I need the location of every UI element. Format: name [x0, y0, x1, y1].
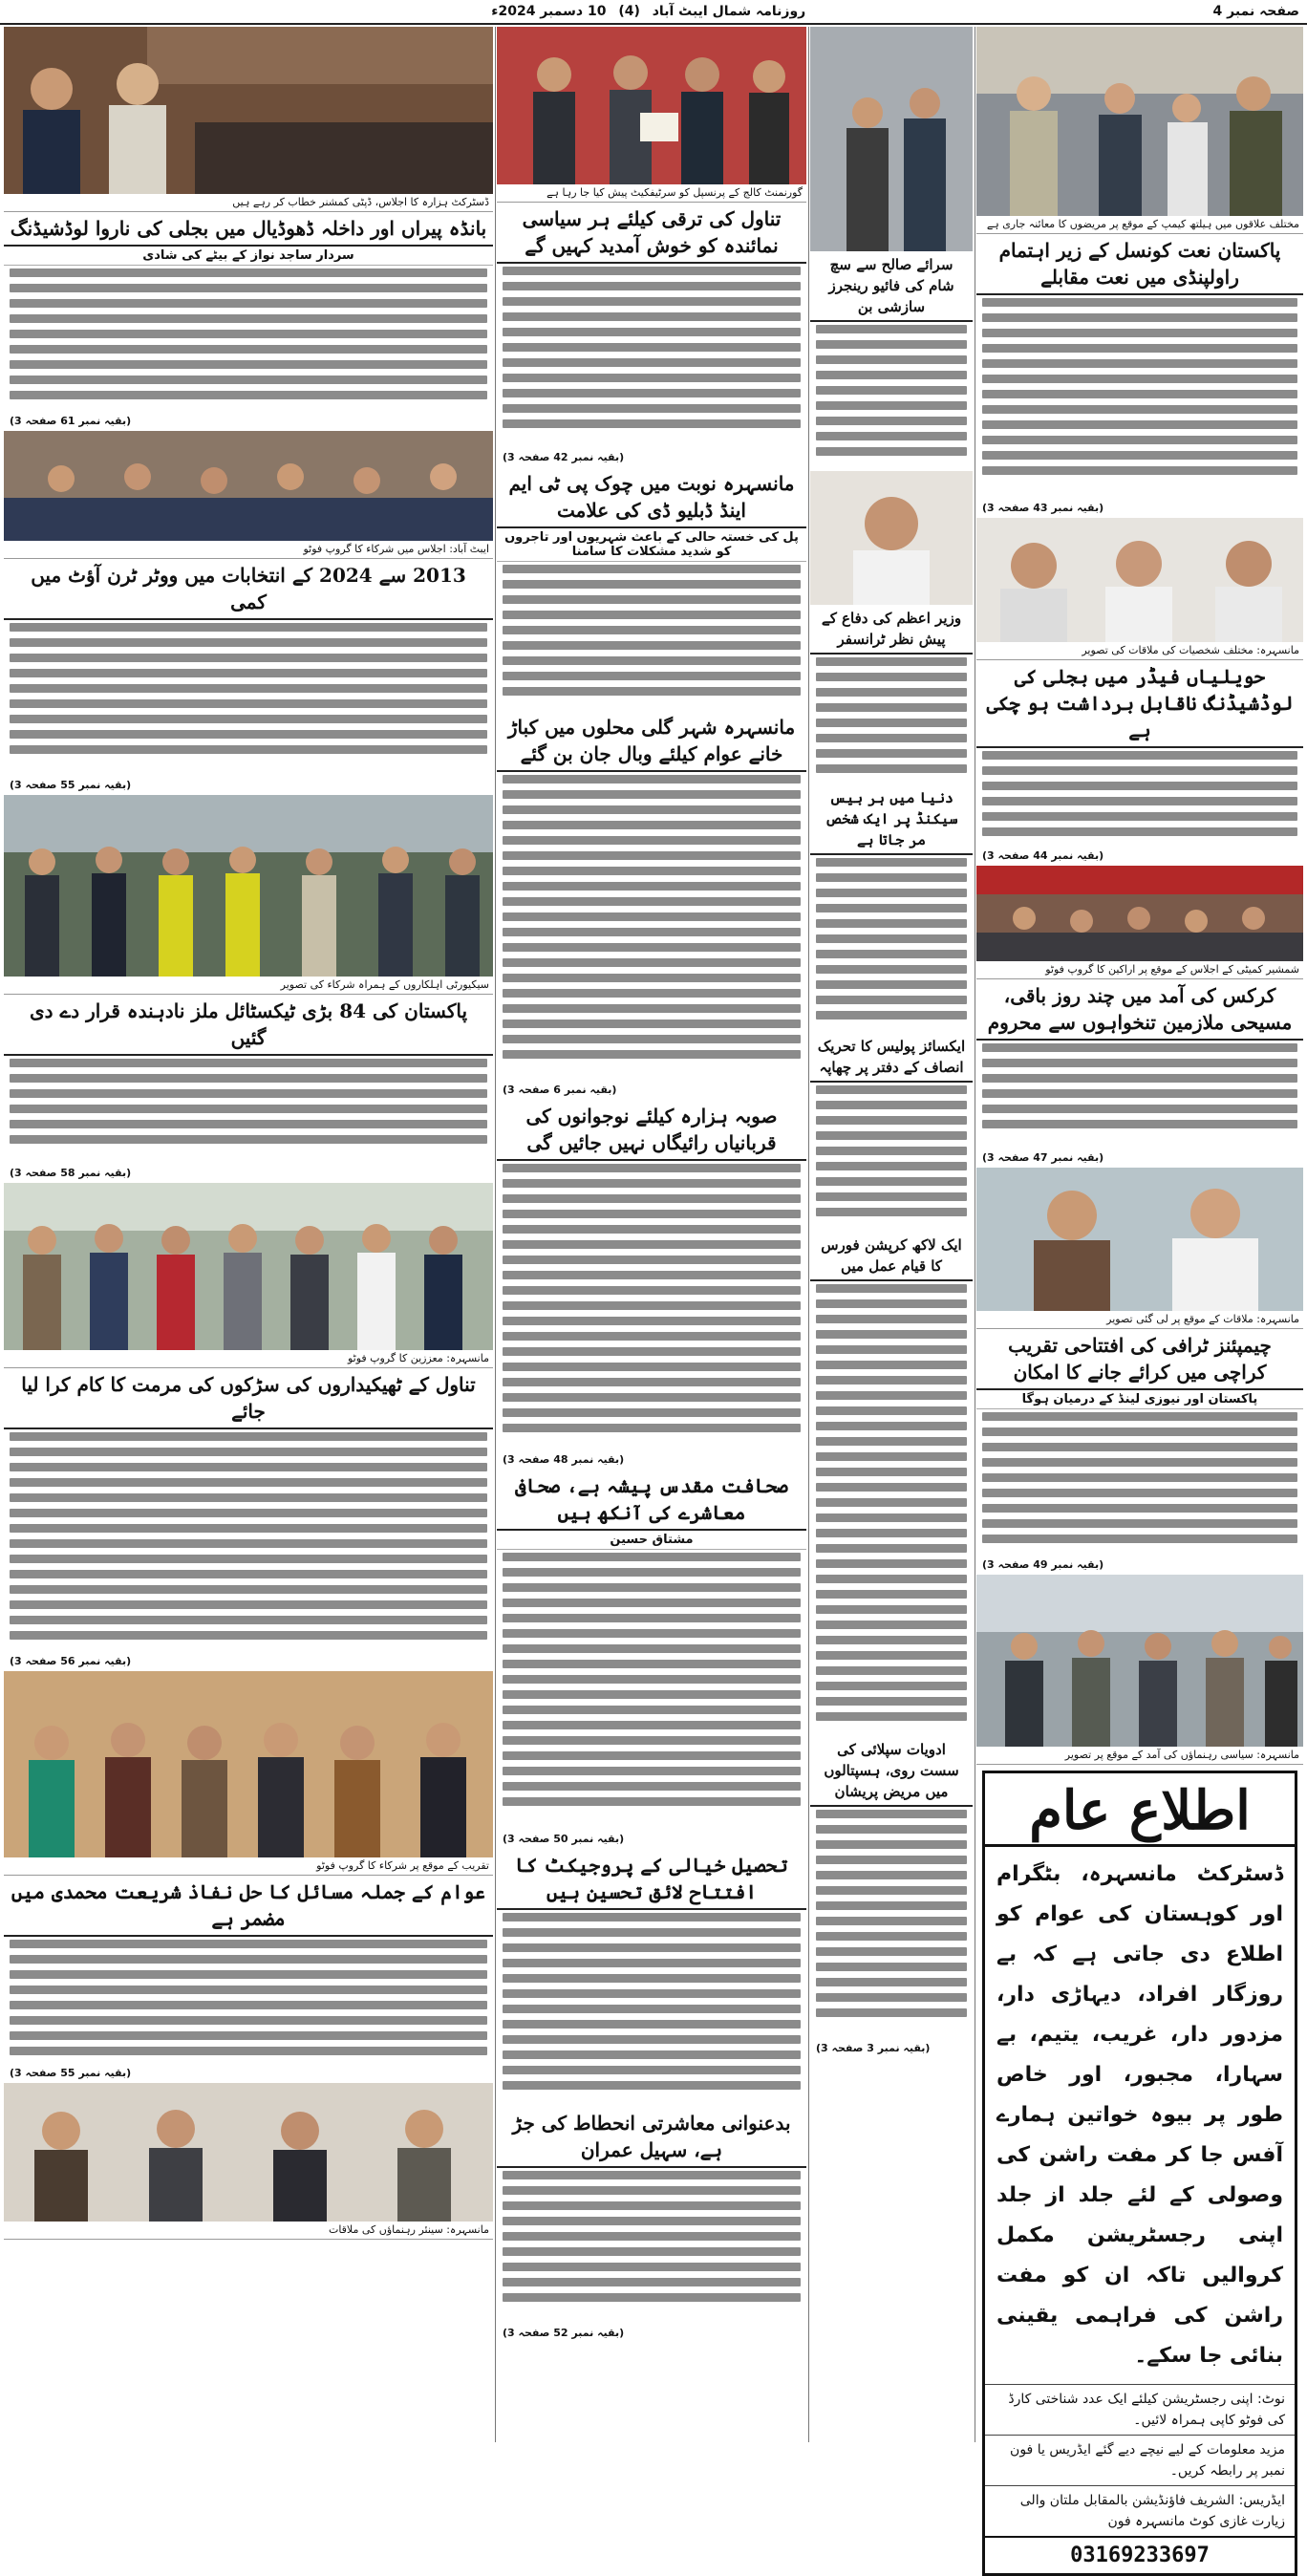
article-body [497, 2168, 806, 2327]
column-2 [810, 27, 973, 2442]
ad-address: ایڈریس: الشریف فاؤنڈیشن بالمقابل ملتان والی زیارت غازی کوٹ مانسہرہ فون [985, 2485, 1295, 2536]
photo-meeting [976, 1168, 1303, 1311]
page-number: (4) [618, 4, 640, 19]
continued-marker: (بقیہ نمبر 6 صفحہ 3) [503, 1084, 617, 1096]
headline-naat-council: پاکستان نعت کونسل کے زیر اہتمام راولپنڈی میں نعت مقابلے [976, 234, 1303, 295]
photo-caption: گورنمنٹ کالج کے پرنسپل کو سرٹیفکیٹ پیش کیا جا رہا ہے [497, 184, 806, 203]
continued-marker: (بقیہ نمبر 52 صفحہ 3) [503, 2327, 625, 2339]
column-3 [497, 27, 806, 2442]
continued-marker: (بقیہ نمبر 55 صفحہ 3) [10, 2067, 132, 2079]
photo-caption: مانسہرہ: معززین کا گروپ فوٹو [4, 1350, 493, 1368]
headline-christmas-salaries: کرکس کی آمد میں چند روز باقی، مسیحی ملازمین تنخواہوں سے محروم [976, 979, 1303, 1041]
ad-body: ڈسٹرکٹ مانسہرہ، بٹگرام اور کوہستان کی عوام کو اطلاع دی جاتی ہے کہ بے روزگار افراد، دیہاڑی دار، مزدور دار، غریب، یتیم، بے سہارا، مجبور، اور خاص طور پر بیوہ خواتین ہمارے آفس جا کر مفت راشن کی وصولی کے لئے جلد از جلد اپنی رجسٹریشن مکمل کروالیں تاکہ ان کو مفت راشن کی فراہمی یقینی بنائی جا سکے۔ [996, 1862, 1283, 2368]
photo-caption: ایبٹ آباد: اجلاس میں شرکاء کا گروپ فوٹو [4, 541, 493, 559]
headline-col2-1: سرائے صالح سے سچ شام کی فائیو رینجرز سازشی بن [810, 251, 973, 322]
photo-caption: تقریب کے موقع پر شرکاء کا گروپ فوٹو [4, 1857, 493, 1876]
article-body [810, 855, 973, 1033]
issue-date: 10 دسمبر 2024ء [491, 4, 607, 19]
subheadline: پاکستان اور نیوزی لینڈ کے درمیان ہوگا [976, 1390, 1303, 1409]
photo-event [810, 27, 973, 251]
photo-group-meeting [4, 431, 493, 541]
photo-caption: مختلف علاقوں میں ہیلتھ کیمپ کے موقع پر مریضوں کا معائنہ جاری ہے [976, 216, 1303, 234]
continued-marker: (بقیہ نمبر 47 صفحہ 3) [982, 1151, 1104, 1164]
headline-road-repair: تناول کے ٹھیکیداروں کی سڑکوں کی مرمت کا کام کرا لیا جائے [4, 1368, 493, 1429]
masthead [0, 0, 1307, 25]
article-body [976, 295, 1303, 502]
photo-seniors [4, 2083, 493, 2222]
photo-portraits [976, 518, 1303, 642]
photo-hall-meeting [4, 27, 493, 194]
article-body [976, 1409, 1303, 1558]
continued-marker: (بقیہ نمبر 50 صفحہ 3) [503, 1833, 625, 1845]
continued-marker: (بقیہ نمبر 48 صفحہ 3) [503, 1453, 625, 1466]
headline-col2-6: ادویات سپلائی کی سست روی، ہسپتالوں میں مریض پریشان [810, 1736, 973, 1807]
headline-champions-trophy: چیمپئنز ٹرافی کی افتتاحی تقریب کراچی میں کرائے جانے کا امکان [976, 1329, 1303, 1390]
photo-health-camp [976, 27, 1303, 216]
headline-hazara-province: صوبہ ہزارہ کیلئے نوجوانوں کی قربانیاں رائیگاں نہیں جائیں گی [497, 1100, 806, 1161]
photo-caption: مانسہرہ: سینئر رہنماؤں کی ملاقات [4, 2222, 493, 2240]
article-body [810, 1281, 973, 1736]
continued-marker: (بقیہ نمبر 3 صفحہ 3) [816, 2042, 931, 2054]
article-body [497, 562, 806, 711]
continued-marker: (بقیہ نمبر 55 صفحہ 3) [10, 779, 132, 791]
article-body [497, 1161, 806, 1453]
headline-tehsil-project: تحصیل خیالی کے پروجیکٹ کا افتتاح لائق تحسین ہیں [497, 1849, 806, 1910]
headline-voter-turnout: 2013 سے 2024 کے انتخابات میں ووٹر ٹرن آؤٹ میں کمی [4, 559, 493, 620]
article-body [810, 655, 973, 784]
photo-security [4, 795, 493, 977]
article-body [810, 322, 973, 471]
subheadline: پل کی خستہ حالی کے باعث شہریوں اور تاجروں کو شدید مشکلات کا سامنا [497, 528, 806, 562]
headline-mansehra-bridge: مانسہرہ نوبت میں چوک پی ٹی ایم اینڈ ڈبلیو ڈی کی علامت [497, 467, 806, 528]
article-body [976, 1041, 1303, 1151]
subheadline: سردار ساجد نواز کے بیٹے کی شادی [4, 247, 493, 266]
page-label: صفحہ نمبر 4 [1212, 4, 1299, 19]
paper-name: روزنامہ شمال ایبٹ آباد [652, 4, 806, 19]
headline-journalism: صحافت مقدس پیشہ ہے، صحافی معاشرے کی آنکھ ہیں [497, 1470, 806, 1531]
continued-marker: (بقیہ نمبر 56 صفحہ 3) [10, 1655, 132, 1667]
continued-marker: (بقیہ نمبر 58 صفحہ 3) [10, 1167, 132, 1179]
continued-marker: (بقیہ نمبر 49 صفحہ 3) [982, 1558, 1104, 1571]
public-notice-ad [982, 1771, 1297, 2576]
ad-note: نوٹ: اپنی رجسٹریشن کیلئے ایک عدد شناختی کارڈ کی فوٹو کاپی ہمراہ لائیں۔ [985, 2384, 1295, 2435]
photo-committee-meeting [976, 866, 1303, 961]
continued-marker: (بقیہ نمبر 44 صفحہ 3) [982, 849, 1104, 862]
photo-ceremony [4, 1671, 493, 1857]
photo-caption: سیکیورٹی اہلکاروں کے ہمراہ شرکاء کی تصویر [4, 977, 493, 995]
masthead-center [491, 4, 805, 19]
continued-marker: (بقیہ نمبر 42 صفحہ 3) [503, 451, 625, 463]
article-body [497, 1550, 806, 1833]
headline-scrap-shops: مانسہرہ شہر گلی محلوں میں کباڑ خانے عوام کیلئے وبال جان بن گئے [497, 711, 806, 772]
column-4 [4, 27, 493, 2442]
headline-loadshedding-bandapeeran: بانڈہ پیراں اور داخلہ ڈھوڈیال میں بجلی کی ناروا لوڈشیڈنگ [4, 212, 493, 247]
headline-col2-4: ایکسائز پولیس کا تحریک انصاف کے دفتر پر چھاپہ [810, 1033, 973, 1083]
article-body [497, 772, 806, 1084]
article-body [497, 1910, 806, 2107]
article-body [810, 1807, 973, 2042]
continued-marker: (بقیہ نمبر 61 صفحہ 3) [10, 415, 132, 427]
photo-leaders-visit [976, 1575, 1303, 1747]
continued-marker: (بقیہ نمبر 43 صفحہ 3) [982, 502, 1104, 514]
ad-more-info: مزید معلومات کے لیے نیچے دیے گئے ایڈریس یا فون نمبر پر رابطہ کریں۔ [985, 2435, 1295, 2485]
article-body [4, 1429, 493, 1655]
headline-tanawal-development: تناول کی ترقی کیلئے ہر سیاسی نمائندہ کو خوش آمدید کہیں گے [497, 203, 806, 264]
article-body [810, 1083, 973, 1232]
article-body [976, 748, 1303, 849]
article-body [4, 1937, 493, 2067]
headline-corruption: بدعنوانی معاشرتی انحطاط کی جڑ ہے، سہیل عمران [497, 2107, 806, 2168]
ad-title: اطلاع عام [985, 1773, 1295, 1847]
headline-havelian-loadshedding: حویلیاں فیڈر میں بجلی کی لوڈشیڈنگ ناقابل برداشت ہو چکی ہے [976, 660, 1303, 748]
subheadline: مشتاق حسین [497, 1531, 806, 1550]
photo-dignitaries [4, 1183, 493, 1350]
headline-sharia: عوام کے جملہ مسائل کا حل نفاذ شریعت محمدی میں مضمر ہے [4, 1876, 493, 1937]
column-1 [976, 27, 1303, 2567]
photo-caption: مانسہرہ: ملاقات کے موقع پر لی گئی تصویر [976, 1311, 1303, 1329]
ad-phone: 03169233697 [985, 2536, 1295, 2573]
headline-textile-mills: پاکستان کی 84 بڑی ٹیکسٹائل ملز نادہندہ قرار دے دی گئیں [4, 995, 493, 1056]
photo-certificate [497, 27, 806, 184]
headline-col2-5: ایک لاکھ کرپشن فورس کا قیام عمل میں [810, 1232, 973, 1281]
headline-col2-2: وزیر اعظم کی دفاع کے پیش نظر ٹرانسفر [810, 605, 973, 655]
article-body [4, 266, 493, 415]
article-body [4, 620, 493, 779]
photo-caption: شمشیر کمیٹی کے اجلاس کے موقع پر اراکین کا گروپ فوٹو [976, 961, 1303, 979]
photo-caption: ڈسٹرکٹ ہزارہ کا اجلاس، ڈپٹی کمشنر خطاب کر رہے ہیں [4, 194, 493, 212]
photo-caption: مانسہرہ: سیاسی رہنماؤں کی آمد کے موقع پر تصویر [976, 1747, 1303, 1765]
photo-portrait [810, 471, 973, 605]
article-body [4, 1056, 493, 1167]
headline-col2-3: دنیا میں ہر بیس سیکنڈ پر ایک شخص مر جاتا ہے [810, 784, 973, 855]
photo-caption: مانسہرہ: مختلف شخصیات کی ملاقات کی تصویر [976, 642, 1303, 660]
article-body [497, 264, 806, 451]
